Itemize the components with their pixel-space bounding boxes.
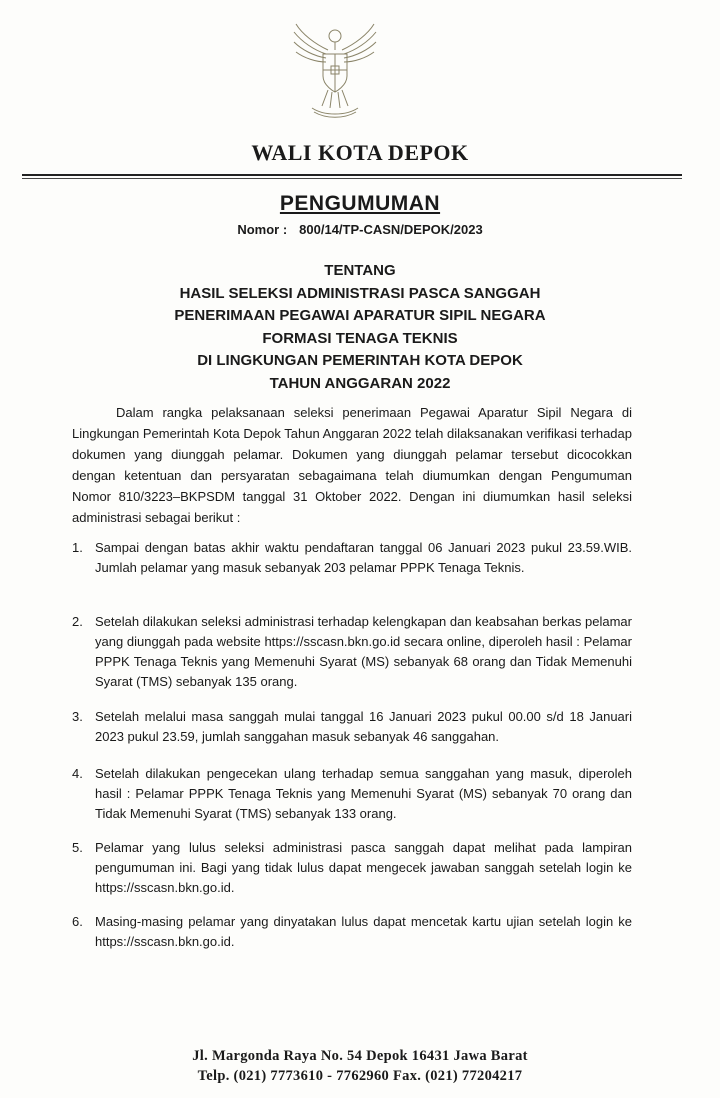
subject-line: TENTANG [324,262,396,279]
announcement-number [0,222,720,237]
subject-line: TAHUN ANGGARAN 2022 [269,374,451,392]
subject-line: FORMASI TENAGA TEKNIS [262,329,458,347]
list-item [72,612,632,692]
footer-contact: Telp. (021) 7773610 - 7762960 Fax. (021) 77204217 [197,1068,523,1084]
institution-title: WALI KOTA DEPOK [251,140,469,165]
list-item-number: 1. [72,540,83,555]
list-item-text: Masing-masing pelamar yang dinyatakan lulus dapat mencetak kartu ujian setelah login ke https://sscasn.bkn.go.id. [95,914,632,949]
intro-paragraph: Dalam rangka pelaksanaan seleksi penerimaan Pegawai Aparatur Sipil Negara di Lingkungan Pemerintah Kota Depok Tahun Anggaran 2022 telah dilaksanakan verifikasi terhadap dokumen yang diunggah pelamar. Dokumen yang diunggah pelamar tersebut dicocokkan dengan ketentuan dan persyaratan sebagaimana telah diumumkan dengan Pengumuman Nomor 810/3223–BKPSDM tanggal 31 Oktober 2022. Dengan ini diumumkan hasil seleksi administrasi sebagai berikut : [72,405,632,525]
list-item [72,912,632,952]
announcement-subject [0,260,720,395]
subject-line: HASIL SELEKSI ADMINISTRASI PASCA SANGGAH [179,284,541,302]
list-item-number: 6. [72,914,83,929]
list-item-text: Setelah melalui masa sanggah mulai tanggal 16 Januari 2023 pukul 00.00 s/d 18 Januari 2023 pukul 23.59, jumlah sanggahan masuk sebanyak 46 sanggahan. [95,709,632,744]
list-item-number: 4. [72,766,83,781]
list-item [72,764,632,824]
list-item-number: 5. [72,840,83,855]
list-item-number: 3. [72,709,83,724]
announcement-title: PENGUMUMAN [279,192,441,215]
subject-line: PENERIMAAN PEGAWAI APARATUR SIPIL NEGARA [174,307,546,324]
list-item-text: Setelah dilakukan seleksi administrasi terhadap kelengkapan dan keabsahan berkas pelamar yang diunggah pada website https://sscasn.bkn.go.id secara online, diperoleh hasil : Pelamar PPPK Tenaga Teknis yang Memenuhi Syarat (MS) sebanyak 68 orang dan Tidak Memenuhi Syarat (TMS) sebanyak 135 orang. [95,614,632,689]
list-item [72,707,632,747]
header-divider-thin [22,178,682,179]
garuda-emblem-icon [290,20,380,120]
list-item [72,538,632,578]
number-label: Nomor : [237,222,288,237]
list-item-text: Setelah dilakukan pengecekan ulang terhadap semua sanggahan yang masuk, diperoleh hasil : Pelamar PPPK Tenaga Teknis yang Memenuhi Syarat (MS) sebanyak 70 orang dan Tidak Memenuhi Syarat (TMS) sebanyak 133 orang. [95,766,632,821]
list-item [72,838,632,898]
number-value: 800/14/TP-CASN/DEPOK/2023 [299,222,483,237]
list-item-text: Pelamar yang lulus seleksi administrasi pasca sanggah dapat melihat pada lampiran pengumuman ini. Bagi yang tidak lulus dapat mengecek jawaban sanggah setelah login ke https://sscasn.bkn.go.id. [95,840,632,895]
list-item-text: Sampai dengan batas akhir waktu pendaftaran tanggal 06 Januari 2023 pukul 23.59.WIB. Jumlah pelamar yang masuk sebanyak 203 pelamar PPPK Tenaga Teknis. [95,540,632,575]
footer-address: Jl. Margonda Raya No. 54 Depok 16431 Jawa Barat [192,1048,528,1064]
header-divider [22,174,682,176]
subject-line: DI LINGKUNGAN PEMERINTAH KOTA DEPOK [197,352,523,369]
footer-address-block [0,1046,720,1086]
list-item-number: 2. [72,614,83,629]
